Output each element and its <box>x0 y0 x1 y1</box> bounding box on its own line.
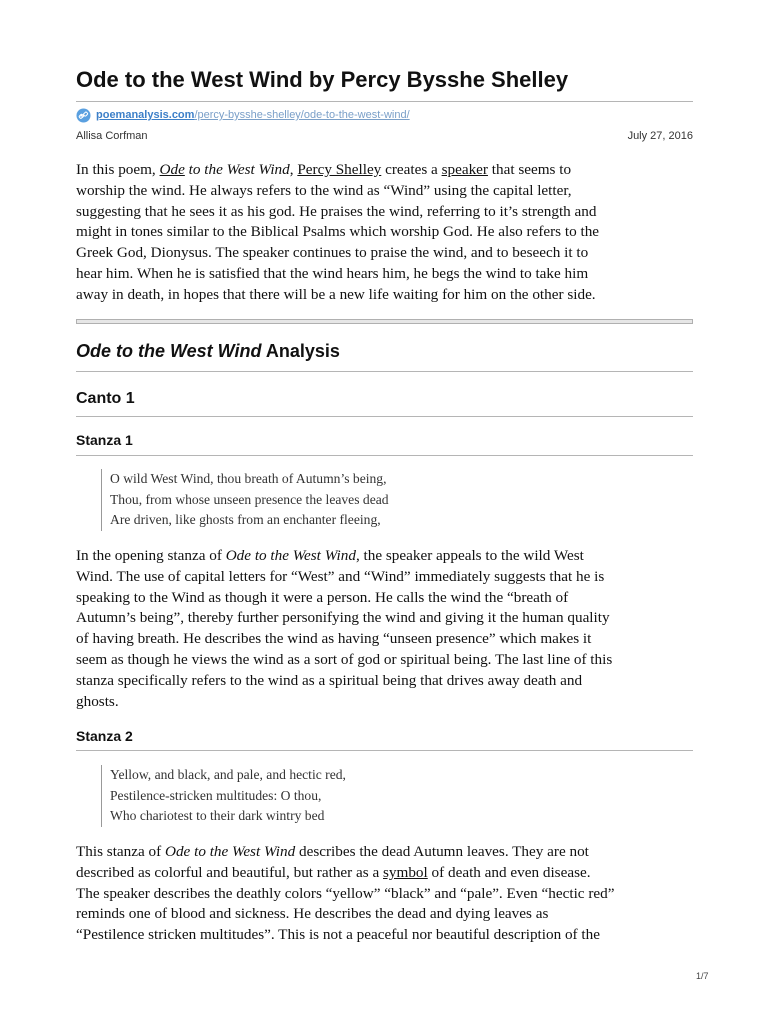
link-icon <box>76 108 91 123</box>
page-title: Ode to the West Wind by Percy Bysshe Shelley <box>76 67 569 92</box>
analysis-line: “Pestilence stricken multitudes”. This is not a peaceful nor beautiful description of the <box>76 926 600 944</box>
intro-paragraph <box>76 160 693 306</box>
page-number: 1/7 <box>696 971 709 981</box>
symbol-link[interactable]: symbol <box>383 863 428 881</box>
source-domain[interactable]: poemanalysis.com <box>96 109 195 121</box>
source-path[interactable]: /percy-bysshe-shelley/ode-to-the-west-wind/ <box>194 109 410 121</box>
intro-line: hear him. When he is satisfied that the wind hears him, he begs the wind to take him <box>76 264 589 282</box>
analysis-line: of having breath. He describes the wind as having “unseen presence” which makes it <box>76 630 592 648</box>
analysis-text: of death and even disease. <box>427 863 591 881</box>
author-name: Allisa Corfman <box>76 130 148 142</box>
analysis-line: seem as though he views the wind as a sort of god or spiritual being. The last line of this <box>76 650 613 668</box>
analysis-text: , the speaker appeals to the wild West <box>355 547 584 564</box>
title-divider <box>76 101 693 102</box>
quote-line: Yellow, and black, and pale, and hectic red, <box>110 767 346 782</box>
heading-divider <box>76 371 693 372</box>
analysis-line: speaking to the Wind as though it were a person. He calls the wind the “breath of <box>76 588 569 606</box>
percy-shelley-link[interactable]: Percy Shelley <box>297 161 382 178</box>
stanza-2-heading: Stanza 2 <box>76 728 133 744</box>
heading-divider <box>76 416 693 417</box>
quote-line: Who chariotest to their dark wintry bed <box>110 808 325 823</box>
article-meta <box>76 130 693 142</box>
analysis-text: described as colorful and beautiful, but rather as a <box>76 863 384 881</box>
analysis-text: describes the dead Autumn leaves. They are not <box>295 843 589 860</box>
canto-heading: Canto 1 <box>76 390 135 407</box>
intro-line: away in death, in hopes that there will be a new life waiting for him on the other side. <box>76 285 596 303</box>
intro-text: In this poem, <box>76 161 160 178</box>
intro-line: suggesting that he sees it as his god. He praises the wind, referring to it’s strength and <box>76 202 597 220</box>
analysis-line: Wind. The use of capital letters for “West” and “Wind” immediately suggests that he is <box>76 567 605 585</box>
stanza-1-analysis <box>76 546 693 712</box>
analysis-line: stanza specifically refers to the wind as a spiritual being that drives away death and <box>76 671 583 689</box>
publish-date: July 27, 2016 <box>627 130 693 142</box>
stanza-2-analysis <box>76 842 693 946</box>
analysis-heading-title: Ode to the West Wind <box>76 341 262 361</box>
quote-line: Are driven, like ghosts from an enchanter fleeing, <box>110 512 381 527</box>
quote-line: Pestilence-stricken multitudes: O thou, <box>110 787 322 803</box>
ode-link[interactable]: Ode <box>159 161 185 178</box>
heading-divider <box>76 455 693 456</box>
intro-line: might in tones similar to the Biblical Psalms which worship God. He also refers to the <box>76 223 600 241</box>
intro-title-rest: to the West Wind <box>184 161 290 178</box>
analysis-line: reminds one of blood and sickness. He describes the dead and dying leaves as <box>76 905 549 923</box>
analysis-line: ghosts. <box>76 692 119 710</box>
analysis-heading <box>76 341 340 362</box>
speaker-link[interactable]: speaker <box>441 161 488 178</box>
analysis-text: This stanza of <box>76 843 165 860</box>
stanza-1-quote <box>101 469 389 531</box>
stanza-1-heading: Stanza 1 <box>76 432 133 448</box>
section-divider <box>76 319 693 324</box>
analysis-line: The speaker describes the deathly colors “yellow” “black” and “pale”. Even “hectic red” <box>76 884 615 902</box>
poem-title-italic: Ode to the West Wind <box>165 843 296 860</box>
quote-line: O wild West Wind, thou breath of Autumn’s being, <box>110 471 387 486</box>
stanza-2-quote <box>101 765 346 827</box>
intro-text: , <box>289 161 298 178</box>
analysis-line: Autumn’s being”, thereby further personifying the wind and giving it the human quality <box>76 609 610 627</box>
analysis-heading-rest: Analysis <box>261 341 340 361</box>
heading-divider <box>76 750 693 751</box>
quote-line: Thou, from whose unseen presence the leaves dead <box>110 491 389 507</box>
analysis-text: In the opening stanza of <box>76 547 226 564</box>
intro-line: Greek God, Dionysus. The speaker continues to praise the wind, and to beseech it to <box>76 244 589 262</box>
intro-text: creates a <box>381 161 442 178</box>
poem-title-italic: Ode to the West Wind <box>225 547 356 564</box>
source-link[interactable] <box>76 107 410 123</box>
intro-text: that seems to <box>487 161 572 178</box>
intro-line: worship the wind. He always refers to the wind as “Wind” using the capital letter, <box>76 181 572 199</box>
